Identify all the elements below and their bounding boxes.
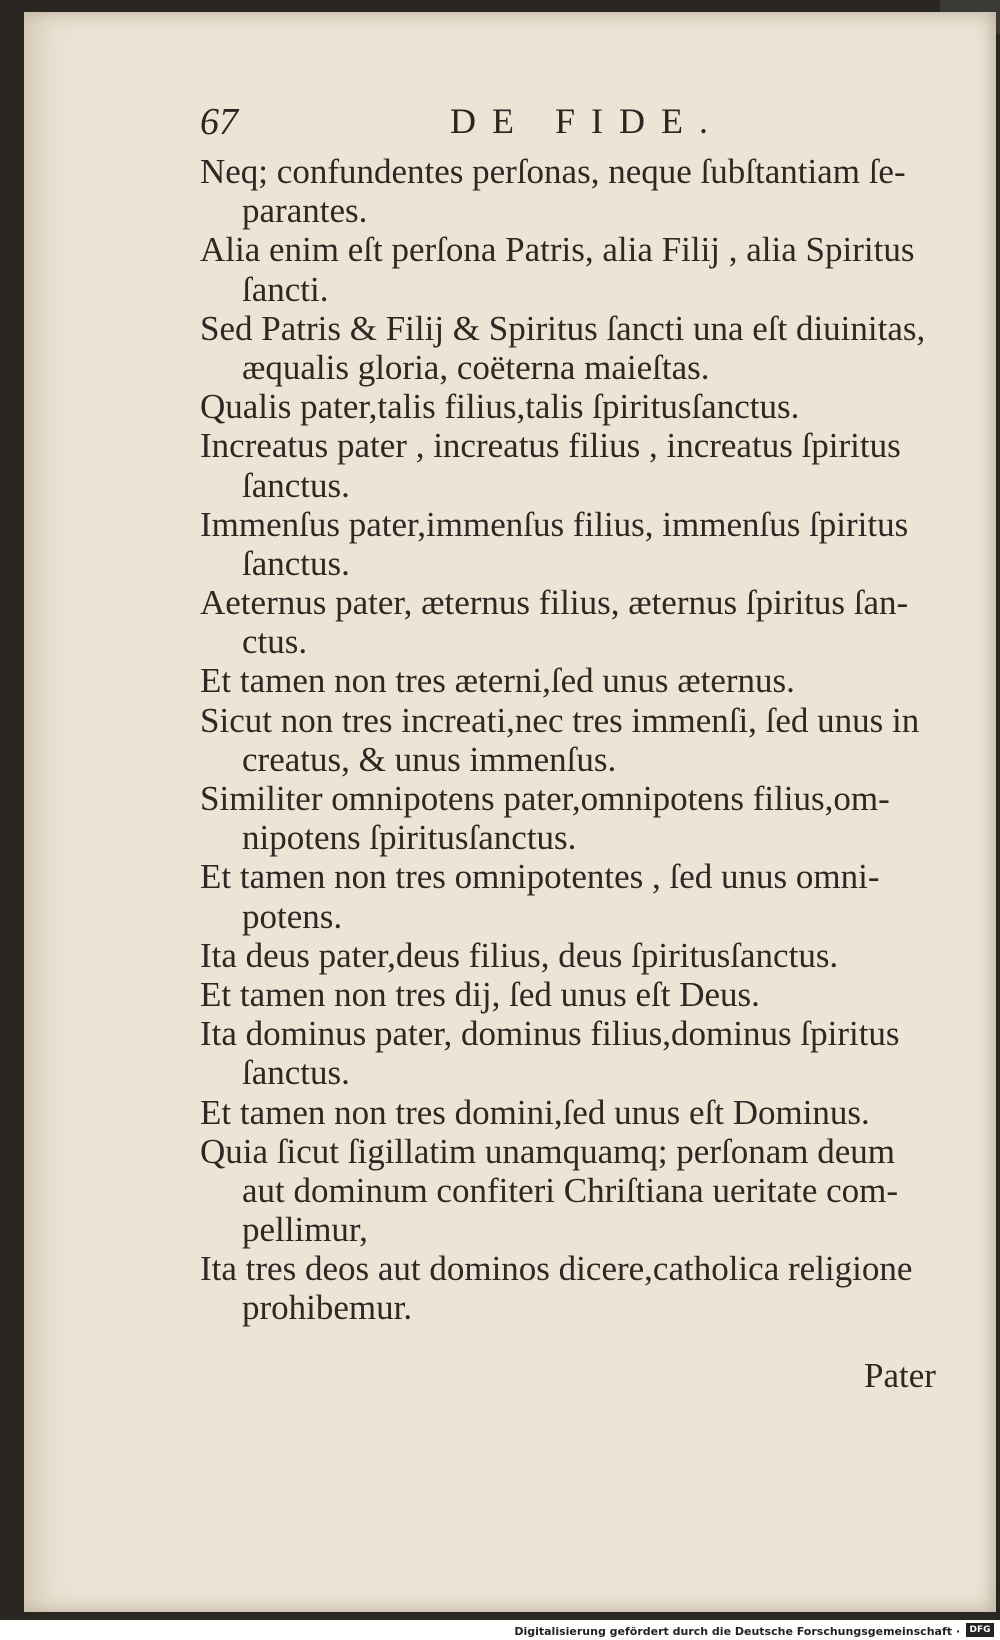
text-line: Et tamen non tres dij, ſed unus eſt Deus. [200,974,760,1014]
text-line: pellimur, [242,1210,368,1250]
text-line: nipotens ſpiritusſanctus. [242,818,577,858]
text-line: Ita tres deos aut dominos dicere,catholica religione [200,1249,913,1289]
text-line: ſanctus. [242,465,350,505]
text-line: ſancti. [242,269,329,309]
text-line: ſanctus. [242,1053,350,1093]
text-line: Similiter omnipotens pater,omnipotens filius,om- [200,779,890,818]
text-line: Ita dominus pater, dominus filius,dominus ſpiritus [200,1014,900,1054]
digitization-footer [0,1620,1000,1640]
page-number: 67 [200,101,238,143]
text-line: Et tamen non tres omnipotentes , ſed unus omni- [200,857,880,897]
text-line: Sicut non tres increati,nec tres immenſi, ſed unus in [200,700,920,740]
text-line: parantes. [242,191,368,231]
page-body [200,152,980,1328]
text-line: aut dominum confiteri Chriſtiana ueritate com- [242,1170,899,1210]
text-line: Increatus pater , increatus filius , increatus ſpiritus [200,426,901,466]
text-line: æqualis gloria, coëterna maieſtas. [242,347,710,387]
text-line: Quia ſicut ſigillatim unamquamq; perſonam deum [200,1131,895,1171]
text-line: Ita deus pater,deus filius, deus ſpiritusſanctus. [200,935,839,975]
text-line: Sed Patris & Filij & Spiritus ſancti una eſt diuinitas, [200,308,926,348]
text-line: ſanctus. [242,543,350,583]
text-line: Et tamen non tres æterni,ſed unus æternus. [200,661,795,701]
dfg-logo: DFG [966,1623,994,1637]
text-line: potens. [242,896,343,936]
text-line: Et tamen non tres domini,ſed unus eſt Dominus. [200,1092,870,1132]
funding-credit: Digitalisierung gefördert durch die Deutsche Forschungsgemeinschaft · [514,1625,960,1638]
text-line: Alia enim eſt perſona Patris, alia Filij , alia Spiritus [200,230,915,270]
text-line: Neq; confundentes perſonas, neque ſubſtantiam ſe- [200,152,906,191]
catchword: Pater [864,1356,936,1395]
text-line: creatus, & unus immenſus. [242,739,617,779]
running-title: DE FIDE. [450,101,724,141]
text-line: Qualis pater,talis filius,talis ſpiritusſanctus. [200,387,800,427]
book-page [24,12,996,1612]
text-line: Aeternus pater, æternus filius, æternus ſpiritus ſan- [200,583,909,623]
text-line: Immenſus pater,immenſus filius, immenſus ſpiritus [200,504,909,544]
page-header [200,90,1000,150]
text-line: prohibemur. [242,1288,413,1328]
text-line: ctus. [242,622,308,662]
